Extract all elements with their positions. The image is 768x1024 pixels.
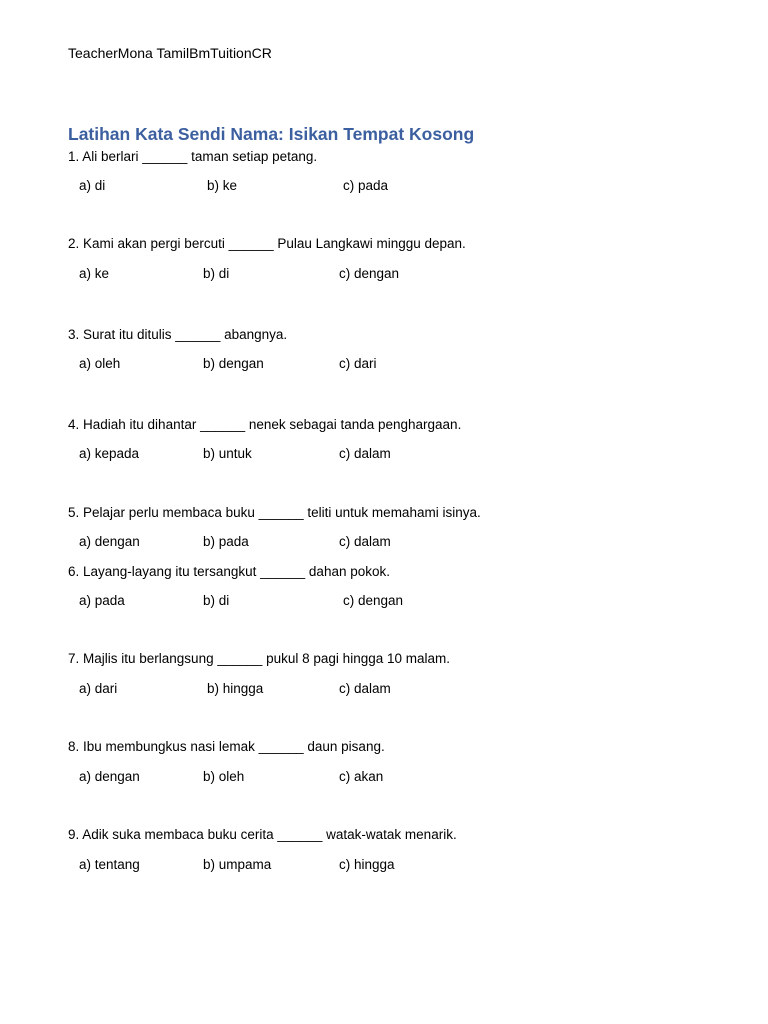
option-3c: c) dari: [339, 356, 377, 371]
question-8: 8. Ibu membungkus nasi lemak ______ daun pisang.: [68, 739, 385, 754]
option-5a: a) dengan: [79, 534, 140, 549]
question-7: 7. Majlis itu berlangsung ______ pukul 8 pagi hingga 10 malam.: [68, 651, 451, 666]
option-3a: a) oleh: [79, 356, 121, 371]
option-9a: a) tentang: [79, 857, 140, 872]
option-8a: a) dengan: [79, 769, 140, 784]
option-7c: c) dalam: [339, 681, 391, 696]
option-4b: b) untuk: [203, 446, 252, 461]
option-9b: b) umpama: [203, 857, 272, 872]
option-8c: c) akan: [339, 769, 384, 784]
question-3: 3. Surat itu ditulis ______ abangnya.: [68, 327, 288, 342]
question-4: 4. Hadiah itu dihantar ______ nenek sebagai tanda penghargaan.: [68, 417, 462, 432]
option-5c: c) dalam: [339, 534, 391, 549]
option-3b: b) dengan: [203, 356, 264, 371]
question-5: 5. Pelajar perlu membaca buku ______ teliti untuk memahami isinya.: [68, 505, 481, 520]
question-2: 2. Kami akan pergi bercuti ______ Pulau Langkawi minggu depan.: [68, 236, 466, 251]
option-2a: a) ke: [79, 266, 110, 281]
option-7b: b) hingga: [207, 681, 264, 696]
author-header: TeacherMona TamilBmTuitionCR: [68, 45, 272, 61]
option-6a: a) pada: [79, 593, 125, 608]
option-5b: b) pada: [203, 534, 249, 549]
option-7a: a) dari: [79, 681, 118, 696]
option-6c: c) dengan: [343, 593, 404, 608]
option-2c: c) dengan: [339, 266, 400, 281]
option-9c: c) hingga: [339, 857, 395, 872]
option-1b: b) ke: [207, 178, 238, 193]
option-4a: a) kepada: [79, 446, 140, 461]
option-6b: b) di: [203, 593, 230, 608]
option-1a: a) di: [79, 178, 106, 193]
question-1: 1. Ali berlari ______ taman setiap petang.: [68, 149, 318, 164]
question-6: 6. Layang-layang itu tersangkut ______ dahan pokok.: [68, 564, 390, 579]
option-2b: b) di: [203, 266, 230, 281]
option-1c: c) pada: [343, 178, 389, 193]
worksheet-title: Latihan Kata Sendi Nama: Isikan Tempat Kosong: [68, 124, 475, 144]
question-9: 9. Adik suka membaca buku cerita ______ watak-watak menarik.: [68, 827, 457, 842]
option-4c: c) dalam: [339, 446, 391, 461]
option-8b: b) oleh: [203, 769, 245, 784]
